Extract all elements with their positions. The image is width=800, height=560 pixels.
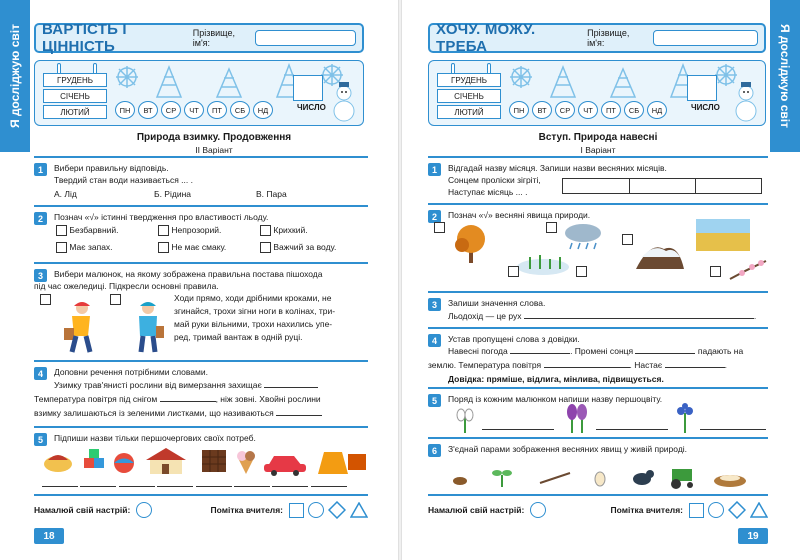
ice-cream-icon [237,451,255,474]
teacher-mark-label: Помітка вчителя: [210,505,283,515]
task-number: 3 [34,269,47,282]
winter-trees-decoration [107,61,364,101]
weekday-option[interactable]: ЧТ [578,101,598,119]
month-option[interactable]: ГРУДЕНЬ [43,73,107,87]
task-4: 4 Устав пропущені слова з довідки. Навесні погода . Промені сонця падають на землю. Температура повітря . Настає . Довідка: пряміше, відлига, мінлива, підвищується. [428,327,768,387]
checkbox[interactable] [56,242,67,253]
name-label: Прізвище, ім'я: [587,28,630,48]
checkbox[interactable] [710,266,721,277]
egg-icon [595,472,605,486]
sentence-text: . Промені сонця [570,346,634,356]
answer-blank[interactable] [80,478,116,487]
month-option[interactable]: ГРУДЕНЬ [437,73,501,87]
car-icon [264,456,306,476]
task-number: 1 [428,163,441,176]
name-field[interactable] [255,30,356,46]
sprout-icon [492,470,512,487]
date-number-field[interactable] [293,75,323,101]
month-list [437,73,501,121]
left-page [0,0,396,560]
teacher-square[interactable] [689,503,704,518]
checkbox-label: Має запах. [69,242,113,252]
teacher-diamond[interactable] [328,501,346,519]
name-field[interactable] [653,30,758,46]
checkbox-label: Непрозорий. [171,225,222,235]
answer-blank[interactable] [196,478,232,487]
weekday-option[interactable]: СБ [230,101,250,119]
task-4 [34,360,368,426]
checkbox[interactable] [40,294,51,305]
task-number: 2 [428,210,441,223]
spring-pairs-pictures [450,459,750,491]
weekday-option[interactable]: СБ [624,101,644,119]
weekday-row [509,101,667,119]
answer-blank[interactable] [234,478,270,487]
task-number: 4 [428,334,441,347]
teacher-mark-label: Помітка вчителя: [610,505,683,515]
book-gutter [398,0,402,560]
task-question: Познач «√» весняні явища природи. [448,210,591,220]
rule-text: ред, тримай вантаж в одній руці. [174,332,303,342]
winter-trees-decoration [501,61,761,101]
checkbox[interactable] [576,266,587,277]
answer-box[interactable] [696,178,762,194]
teacher-triangle[interactable] [750,502,768,518]
checkbox-label: Крихкий. [273,225,308,235]
checkbox-label: Важчий за воду. [273,242,337,252]
answer-blank[interactable] [264,379,318,388]
weekday-option[interactable]: ВТ [138,101,158,119]
lesson-title: Вступ. Природа навесні [538,132,658,143]
task-1 [34,156,368,205]
weekday-option[interactable]: СР [161,101,181,119]
checkbox[interactable] [260,242,271,253]
house-icon [146,448,186,474]
answer-blank[interactable] [635,345,695,354]
weekday-row [115,101,273,119]
task-2 [428,203,768,291]
checkbox[interactable] [508,266,519,277]
answer-blank[interactable] [276,407,322,416]
task-3: 3 Запиши значення слова. Льодохід — це рух . [428,291,768,327]
pedestrian-straight-image[interactable] [130,300,166,356]
checkbox[interactable] [434,222,445,233]
task-question: Підпиши назви тільки першочергових своїх потреб. [54,433,256,443]
answer-blank[interactable] [160,393,216,402]
page-number: 19 [738,528,768,544]
clothes-icon [318,452,366,474]
food-icon [44,455,72,472]
autumn-tree-image[interactable] [450,223,492,265]
checkbox[interactable] [56,225,67,236]
checkbox-label: Безбарвний. [69,225,119,235]
pedestrian-bent-image[interactable] [62,300,98,356]
page-footer [34,494,368,524]
date-number-label: ЧИСЛО [297,103,326,112]
side-tab [0,0,30,152]
answer-blank[interactable] [596,421,668,430]
answer-blank[interactable] [544,359,630,368]
task-number: 5 [428,394,441,407]
task-2 [34,205,368,262]
sentence-text: Температура повітря під снігом [34,394,158,404]
task-line: Твердий стан води називається ... . [54,175,193,185]
weekday-option[interactable]: НД [253,101,273,119]
teacher-square[interactable] [289,503,304,518]
task-question: Познач «√» істинні твердження про властивості льоду. [54,212,269,222]
task-number: 2 [34,212,47,225]
checkbox[interactable] [546,222,557,233]
sentence-text: , ніж зовні. Хвойні рослини [215,394,321,404]
task-number: 5 [34,433,47,446]
seed-icon [453,477,467,485]
date-number-label: ЧИСЛО [691,103,720,112]
checkbox[interactable] [158,242,169,253]
crocus-flower-image [562,403,592,433]
weekday-option[interactable]: ПН [115,101,135,119]
hint-label: Довідка: [448,374,485,384]
answer-blank[interactable] [272,478,308,487]
sentence-text: . Настає [629,360,663,370]
task-number: 3 [428,298,441,311]
task-question: Вибери правильну відповідь. [54,163,169,173]
riddle-line: Наступає місяць ... . [448,187,528,197]
date-number-field[interactable] [687,75,717,101]
name-label: Прізвище, ім'я: [192,28,235,48]
branch-icon [540,473,570,483]
sentence-text: взимку залишаються із зеленими листками, що називаються [34,408,274,418]
month-option[interactable]: ЛЮТИЙ [43,105,107,119]
answer-option-a[interactable]: А. Лід [54,189,77,199]
month-list [43,73,107,121]
month-option[interactable]: ЛЮТИЙ [437,105,501,119]
page-footer [428,494,768,524]
snowdrops-image[interactable] [516,253,570,275]
task-question: З'єднай парами зображення весняних явищ у живій природі. [448,444,688,454]
page-header-title: ВАРТІСТЬ І ЦІННІСТЬ [42,21,127,55]
answer-blank[interactable] [665,359,725,368]
starling-icon [633,470,654,485]
side-tab-label: Я досліджую світ [8,23,22,129]
side-tab [770,0,800,152]
checkbox[interactable] [158,225,169,236]
lesson-variant: І Варіант [580,145,616,155]
task-question: Поряд із кожним малюнком напиши назву першоцвіту. [448,394,663,404]
mood-label: Намалюй свій настрій: [34,505,131,515]
answer-blank[interactable] [311,478,347,487]
rain-cloud-image[interactable] [562,221,604,251]
snowman-icon [733,79,759,123]
answer-option-c[interactable]: В. Пара [256,189,287,199]
side-tab-label: Я досліджую світ [778,23,792,129]
weekday-option[interactable]: НД [647,101,667,119]
answer-box[interactable] [562,178,630,194]
teacher-triangle[interactable] [350,502,368,518]
task-1 [428,156,768,203]
task-6 [428,437,768,494]
mood-circle[interactable] [530,502,546,518]
answer-blank[interactable] [482,421,554,430]
page-header [428,23,766,53]
tractor-icon [671,469,693,489]
task-number: 6 [428,444,441,457]
weekday-option[interactable]: ЧТ [184,101,204,119]
rule-text: згинайся, трохи зігни ноги в колінах, три- [174,306,336,316]
sentence-text: Узимку трав'янисті рослини від вимерзання захищає [54,380,262,390]
task-number: 1 [34,163,47,176]
lesson-title: Природа взимку. Продовження [136,132,292,143]
task-3 [34,262,368,360]
answer-blank[interactable] [119,478,155,487]
checkbox[interactable] [260,225,271,236]
answer-blank[interactable] [157,478,193,487]
page-number: 18 [34,528,64,544]
task-5 [34,426,368,494]
answer-option-b[interactable]: Б. Рідина [154,189,191,199]
month-option[interactable]: СІЧЕНЬ [437,89,501,103]
teacher-diamond[interactable] [728,501,746,519]
checkbox-label: Не має смаку. [171,242,227,252]
sentence-text: Навесні погода [448,346,508,356]
month-option[interactable]: СІЧЕНЬ [43,89,107,103]
calendar-block [34,60,364,126]
rule-text: Ходи прямо, ходи дрібними кроками, не [174,293,332,303]
answer-box[interactable] [630,178,696,194]
calendar-block [428,60,766,126]
task-number: 4 [34,367,47,380]
teacher-circle[interactable] [308,502,324,518]
task-5 [428,387,768,437]
task-question: Запиши значення слова. [448,298,546,308]
melting-snow-image[interactable] [634,235,686,273]
ball-icon [114,453,134,473]
mood-label: Намалюй свій настрій: [428,505,525,515]
answer-blank[interactable] [42,478,78,487]
toy-blocks-icon [84,449,104,468]
page-header [34,23,364,53]
answer-blank[interactable] [510,345,570,354]
task-question: Вибери малюнок, на якому зображена правильна постава пішохода [54,269,323,279]
snowman-icon [331,79,357,123]
mood-circle[interactable] [136,502,152,518]
month-answer-boxes [562,178,762,194]
checkbox[interactable] [110,294,121,305]
checkbox[interactable] [622,234,633,245]
task-question: під час ожеледиці. Підкресли основні правила. [34,281,219,291]
nest-icon [714,475,746,487]
weekday-option[interactable]: ПН [509,101,529,119]
right-page [404,0,800,560]
answer-blank[interactable] [524,310,754,319]
page-header-title: ХОЧУ. МОЖУ. ТРЕБА [436,21,536,55]
weekday-option[interactable]: ВТ [532,101,552,119]
task-question: Доповни речення потрібними словами. [54,367,208,377]
answer-blank[interactable] [700,421,766,430]
needs-pictures-row [42,446,370,476]
sentence-text: землю. Температура повітря [428,360,542,370]
teacher-circle[interactable] [708,502,724,518]
blossom-branch-image[interactable] [728,255,768,283]
riddle-line: Сонцем пролiски зiгрiтi, [448,175,541,185]
lesson-variant: ІІ Варіант [195,145,233,155]
sentence-text: Льодохід — це рух [448,311,522,321]
hint-words: пряміше, відлига, мінлива, підвищується. [486,374,664,384]
rule-text: май руки вільними, трохи нахились упе- [174,319,333,329]
wheat-field-image[interactable] [696,219,750,251]
task-question: Устав пропущені слова з довідки. [448,334,580,344]
weekday-option[interactable]: ПТ [207,101,227,119]
chocolate-icon [202,450,226,472]
scilla-flower-image [674,403,696,433]
weekday-option[interactable]: СР [555,101,575,119]
sentence-text: падають на [697,346,744,356]
task-question: Відгадай назву місяця. Запиши назви весняних місяців. [448,163,667,173]
weekday-option[interactable]: ПТ [601,101,621,119]
snowdrop-flower-image [452,405,478,433]
